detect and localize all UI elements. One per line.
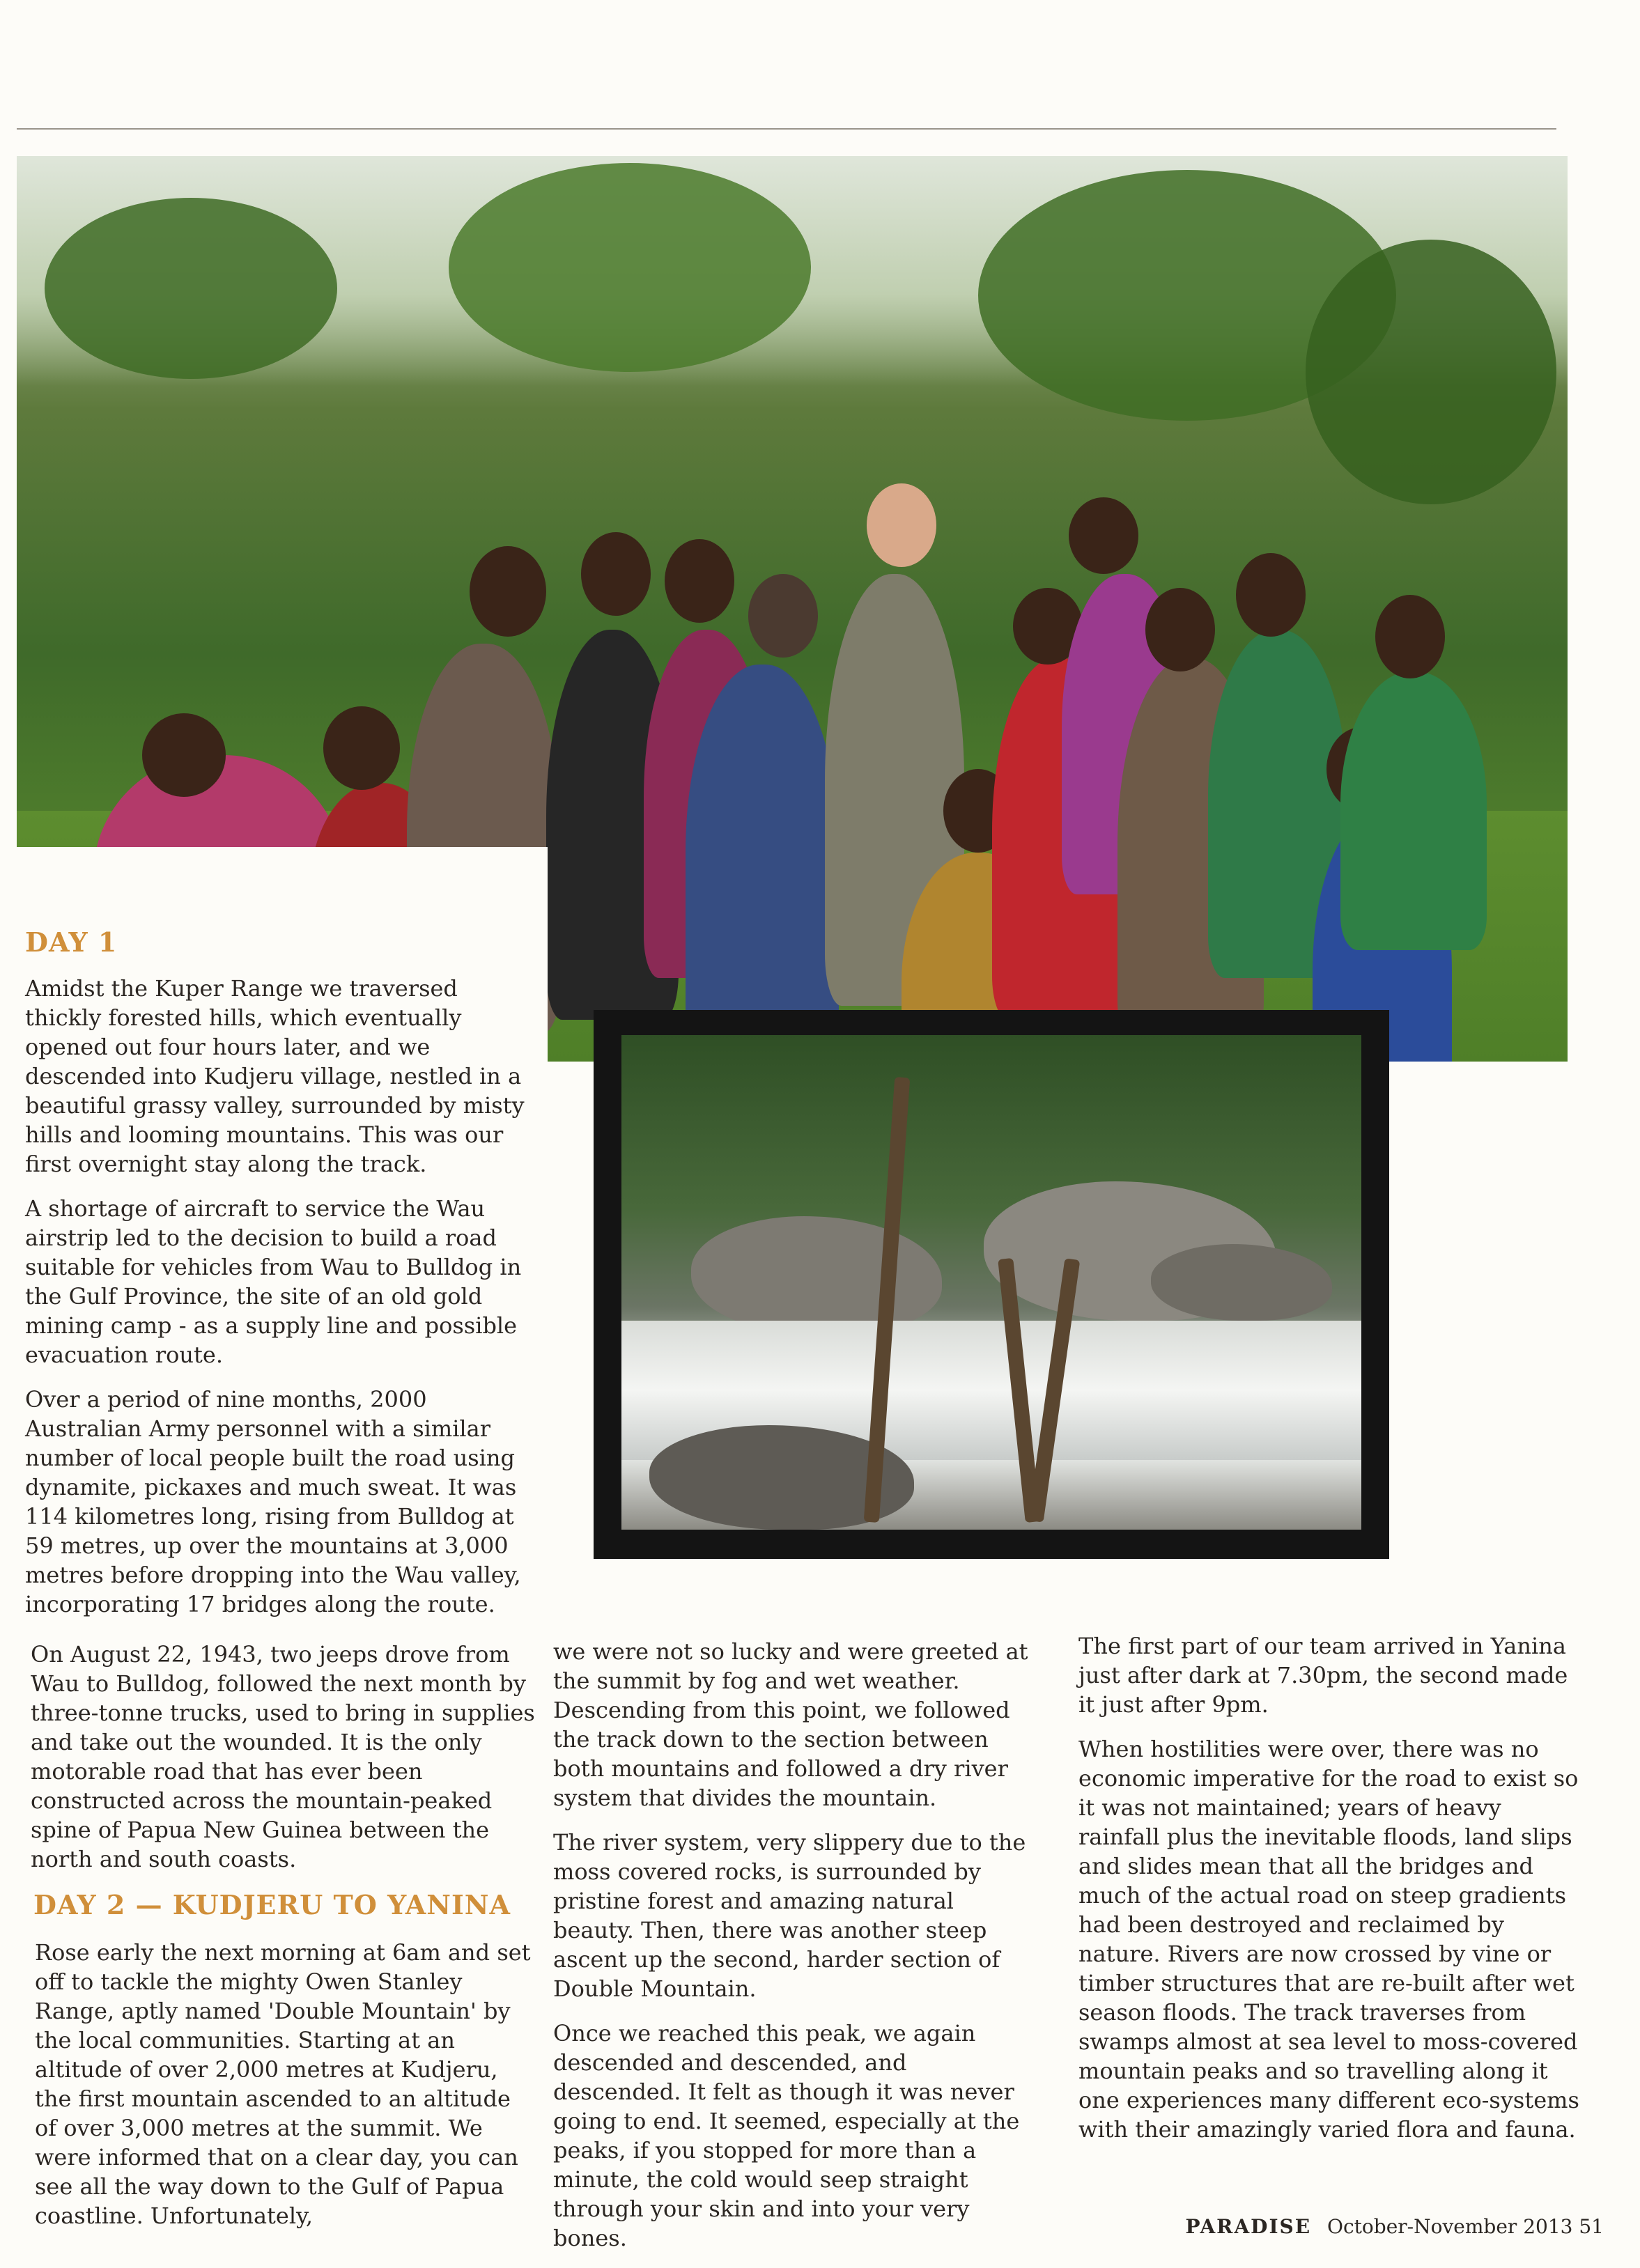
river-photo [621, 1035, 1361, 1530]
day2-body [35, 1938, 536, 2246]
paragraph: When hostilities were over, there was no economic imperative for the road to exist so it was not maintained; years of heavy rainfall plus the inevitable floods, land slips and slides mean that all the bridges and much of the actual road on steep gradients had been destroyed and reclaimed by nature. Rivers are now crossed by vine or timber structures that are re-built after wet season floods. The track traverses from swamps almost at sea level to moss-covered mountain peaks and so travelling along it one experiences many different eco-systems with their amazingly varied flora and fauna. [1078, 1736, 1579, 2143]
river-photo-frame [594, 1010, 1389, 1559]
banana-leaves [45, 198, 337, 379]
magazine-name: PARADISE [1185, 2215, 1312, 2238]
issue-date: October-November 2013 [1327, 2215, 1573, 2238]
day1-body-continued [31, 1640, 546, 1889]
person-head [142, 713, 226, 797]
banana-leaves [1306, 240, 1556, 504]
column-3 [1078, 1631, 1587, 2159]
paragraph: Once we reached this peak, we again descended and descended, and descended. It felt as though it was never going to end. It seemed, especially at the peaks, if you stopped for more than a minute, the cold would seep straight through your skin and into your very bones. [553, 2020, 1020, 2251]
day2-heading: DAY 2 — KUDJERU TO YANINA [33, 1889, 511, 1920]
paragraph: The river system, very slippery due to the moss covered rocks, is surrounded by pristine forest and amazing natural beauty. Then, there was another steep ascent up the second, harder section of Double Mountain. [553, 1829, 1026, 2002]
person-head [748, 574, 818, 658]
paragraph: Over a period of nine months, 2000 Australian Army personnel with a similar number of local people built the road using dynamite, pickaxes and much sweat. It was 114 kilometres long, rising from Bulldog at 59 metres, up over the mountains at 3,000 metres before dropping into the Wau valley, incorporating 17 bridges along the route. [25, 1386, 521, 1617]
page-number: 51 [1579, 2215, 1604, 2238]
person [686, 665, 839, 1055]
person-head [1236, 553, 1306, 637]
person-head [665, 539, 734, 623]
paragraph: A shortage of aircraft to service the Wau airstrip led to the decision to build a road suitable for vehicles from Wau to Bulldog in the Gulf Province, the site of an old gold mining camp - as a supply line and possible evacuation route. [25, 1195, 522, 1368]
person [1340, 671, 1487, 950]
boulder [1151, 1244, 1332, 1321]
page-footer [1185, 2215, 1604, 2238]
banana-leaves [449, 163, 811, 372]
person-head [867, 483, 936, 567]
paragraph: On August 22, 1943, two jeeps drove from Wau to Bulldog, followed the next month by three-tonne trucks, used to bring in supplies and take out the wounded. It is the only motorable road that has ever been constructed across the mountain-peaked spine of Papua New Guinea between the north and south coasts. [31, 1641, 535, 1872]
person-head [581, 532, 651, 616]
paragraph: we were not so lucky and were greeted at the summit by fog and wet weather. Descending from this point, we followed the track down to the section between both mountains and followed a dry river system that divides the mountain. [553, 1638, 1028, 1811]
person-head [323, 706, 400, 790]
person-head [1069, 497, 1138, 574]
boulder [691, 1216, 942, 1335]
top-rule [17, 128, 1556, 130]
day1-heading: DAY 1 [25, 926, 118, 958]
person-head [1145, 588, 1215, 671]
paragraph: Amidst the Kuper Range we traversed thickly forested hills, which eventually opened out four hours later, and we descended into Kudjeru village, nestled in a beautiful grassy valley, surrounded by misty hills and looming mountains. This was our first overnight stay along the track. [25, 975, 525, 1177]
paragraph: The first part of our team arrived in Yanina just after dark at 7.30pm, the second made it just after 9pm. [1078, 1633, 1568, 1718]
day1-body [25, 974, 541, 1634]
person-head [470, 546, 546, 637]
column-2 [553, 1637, 1041, 2268]
paragraph: Rose early the next morning at 6am and set off to tackle the mighty Owen Stanley Range, aptly named 'Double Mountain' by the local communities. Starting at an altitude of over 2,000 metres at Kudjeru, the first mountain ascended to an altitude of over 3,000 metres at the summit. We were informed that on a clear day, you can see all the way down to the Gulf of Papua coastline. Unfortunately, [35, 1939, 531, 2229]
person-head [1375, 595, 1445, 678]
